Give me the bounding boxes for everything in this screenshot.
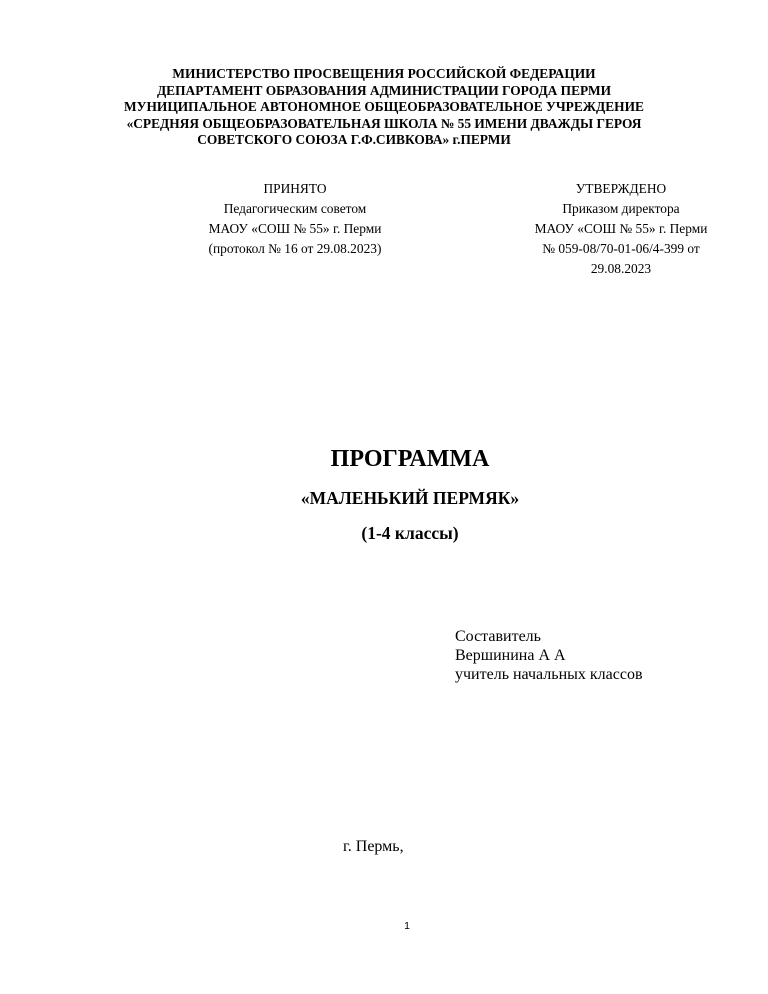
compiler-label: Составитель (455, 628, 541, 645)
approved-line: 29.08.2023 (590, 261, 652, 276)
approved-line: МАОУ «СОШ № 55» г. Перми (534, 221, 708, 236)
accepted-heading: ПРИНЯТО (263, 181, 327, 196)
header-line: СОВЕТСКОГО СОЮЗА Г.Ф.СИВКОВА» г.ПЕРМИ (197, 132, 511, 147)
city-line: г. Пермь, (343, 838, 404, 855)
header-line: МУНИЦИПАЛЬНОЕ АВТОНОМНОЕ ОБЩЕОБРАЗОВАТЕЛЬНОЕ УЧРЕЖДЕНИЕ (124, 99, 644, 114)
program-title: ПРОГРАММА (330, 446, 490, 472)
approved-block (514, 179, 728, 279)
page-number: 1 (404, 920, 410, 932)
approved-line: Приказом директора (562, 201, 680, 216)
program-grades: (1-4 классы) (361, 523, 459, 543)
header-line: «СРЕДНЯЯ ОБЩЕОБРАЗОВАТЕЛЬНАЯ ШКОЛА № 55 ИМЕНИ ДВАЖДЫ ГЕРОЯ (126, 115, 642, 131)
header-line: МИНИСТЕРСТВО ПРОСВЕЩЕНИЯ РОССИЙСКОЙ ФЕДЕРАЦИИ (172, 66, 596, 81)
compiler-name: Вершинина А А (455, 647, 566, 664)
accepted-line: Педагогическим советом (223, 201, 367, 216)
program-name: «МАЛЕНЬКИЙ ПЕРМЯК» (300, 488, 520, 508)
approved-line: № 059-08/70-01-06/4-399 от (542, 241, 700, 256)
document-header (0, 66, 768, 149)
header-line: ДЕПАРТАМЕНТ ОБРАЗОВАНИЯ АДМИНИСТРАЦИИ ГОРОДА ПЕРМИ (156, 82, 612, 98)
compiler-position: учитель начальных классов (455, 666, 643, 683)
approved-heading: УТВЕРЖДЕНО (575, 181, 667, 196)
accepted-line: (протокол № 16 от 29.08.2023) (208, 241, 382, 256)
compiler-block (455, 627, 643, 684)
accepted-line: МАОУ «СОШ № 55» г. Перми (208, 221, 382, 236)
accepted-block (190, 179, 400, 259)
